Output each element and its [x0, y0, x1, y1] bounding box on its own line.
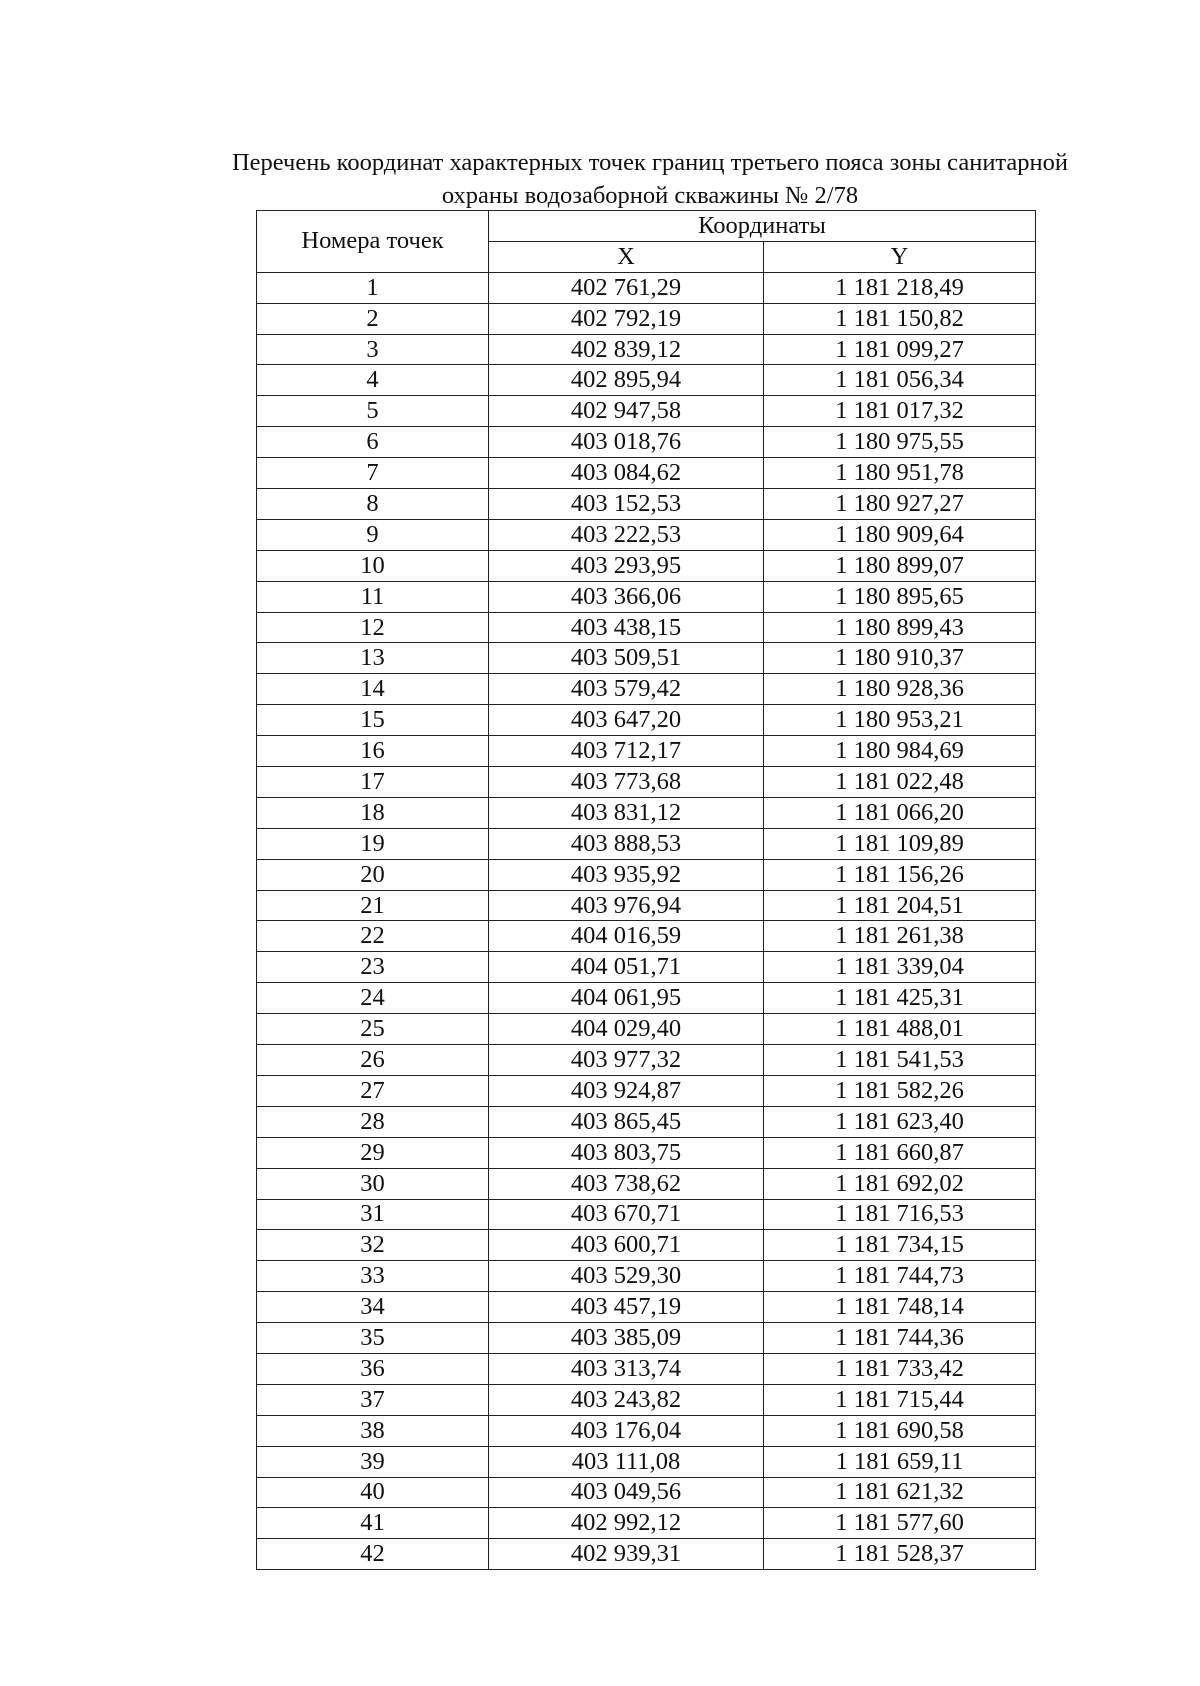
y-coordinate-cell: 1 181 261,38 [764, 921, 1036, 952]
y-coordinate-cell: 1 181 582,26 [764, 1075, 1036, 1106]
y-coordinate-cell: 1 181 099,27 [764, 334, 1036, 365]
y-coordinate-cell: 1 180 953,21 [764, 705, 1036, 736]
x-coordinate-cell: 403 509,51 [489, 643, 764, 674]
point-number-cell: 2 [257, 303, 489, 334]
point-number-cell: 30 [257, 1168, 489, 1199]
point-number-cell: 23 [257, 952, 489, 983]
table-row [257, 303, 1036, 334]
point-number-cell: 31 [257, 1199, 489, 1230]
x-coordinate-cell: 402 792,19 [489, 303, 764, 334]
x-coordinate-cell: 402 761,29 [489, 272, 764, 303]
y-coordinate-cell: 1 180 984,69 [764, 736, 1036, 767]
y-coordinate-cell: 1 181 621,32 [764, 1477, 1036, 1508]
table-row [257, 1137, 1036, 1168]
y-coordinate-cell: 1 180 895,65 [764, 581, 1036, 612]
table-row [257, 1415, 1036, 1446]
point-number-cell: 13 [257, 643, 489, 674]
table-row [257, 797, 1036, 828]
y-coordinate-cell: 1 181 623,40 [764, 1106, 1036, 1137]
point-number-cell: 42 [257, 1539, 489, 1570]
page-title-line-2: охраны водозаборной скважины № 2/78 [441, 182, 859, 209]
x-coordinate-cell: 403 924,87 [489, 1075, 764, 1106]
point-number-cell: 15 [257, 705, 489, 736]
table-row [257, 489, 1036, 520]
point-number-cell: 9 [257, 519, 489, 550]
point-number-cell: 29 [257, 1137, 489, 1168]
point-number-cell: 4 [257, 365, 489, 396]
coordinates-table [256, 210, 1036, 1570]
x-coordinate-cell: 403 600,71 [489, 1230, 764, 1261]
x-coordinate-cell: 403 935,92 [489, 859, 764, 890]
table-row [257, 1045, 1036, 1076]
x-coordinate-cell: 403 647,20 [489, 705, 764, 736]
point-number-cell: 12 [257, 612, 489, 643]
point-number-cell: 1 [257, 272, 489, 303]
x-coordinate-cell: 403 385,09 [489, 1323, 764, 1354]
point-number-cell: 33 [257, 1261, 489, 1292]
y-coordinate-cell: 1 181 744,73 [764, 1261, 1036, 1292]
table-row [257, 1477, 1036, 1508]
point-number-cell: 3 [257, 334, 489, 365]
table-row [257, 272, 1036, 303]
table-row [257, 1446, 1036, 1477]
y-coordinate-cell: 1 181 056,34 [764, 365, 1036, 396]
x-coordinate-cell: 402 839,12 [489, 334, 764, 365]
x-coordinate-cell: 403 670,71 [489, 1199, 764, 1230]
table-row [257, 427, 1036, 458]
point-number-cell: 5 [257, 396, 489, 427]
table-row [257, 1199, 1036, 1230]
point-number-cell: 34 [257, 1292, 489, 1323]
x-coordinate-cell: 403 293,95 [489, 550, 764, 581]
table-row [257, 1230, 1036, 1261]
table-row [257, 1508, 1036, 1539]
header-row-1 [257, 211, 1036, 242]
x-coordinate-cell: 403 243,82 [489, 1384, 764, 1415]
table-row [257, 550, 1036, 581]
x-coordinate-cell: 403 773,68 [489, 767, 764, 798]
table-row [257, 1014, 1036, 1045]
x-coordinate-cell: 403 111,08 [489, 1446, 764, 1477]
point-number-cell: 14 [257, 674, 489, 705]
point-number-cell: 41 [257, 1508, 489, 1539]
table-row [257, 736, 1036, 767]
x-coordinate-cell: 403 977,32 [489, 1045, 764, 1076]
x-coordinate-cell: 402 947,58 [489, 396, 764, 427]
x-coordinate-cell: 403 222,53 [489, 519, 764, 550]
y-coordinate-cell: 1 181 425,31 [764, 983, 1036, 1014]
y-coordinate-cell: 1 181 066,20 [764, 797, 1036, 828]
table-row [257, 643, 1036, 674]
y-coordinate-cell: 1 181 715,44 [764, 1384, 1036, 1415]
table-row [257, 921, 1036, 952]
y-coordinate-cell: 1 181 017,32 [764, 396, 1036, 427]
column-header-coordinates: Координаты [489, 211, 1036, 242]
y-coordinate-cell: 1 181 660,87 [764, 1137, 1036, 1168]
point-number-cell: 21 [257, 890, 489, 921]
x-coordinate-cell: 404 051,71 [489, 952, 764, 983]
table-row [257, 952, 1036, 983]
point-number-cell: 22 [257, 921, 489, 952]
table-row [257, 859, 1036, 890]
table-row [257, 365, 1036, 396]
x-coordinate-cell: 403 831,12 [489, 797, 764, 828]
y-coordinate-cell: 1 181 692,02 [764, 1168, 1036, 1199]
y-coordinate-cell: 1 181 204,51 [764, 890, 1036, 921]
y-coordinate-cell: 1 180 951,78 [764, 458, 1036, 489]
table-row [257, 1539, 1036, 1570]
y-coordinate-cell: 1 181 690,58 [764, 1415, 1036, 1446]
y-coordinate-cell: 1 180 928,36 [764, 674, 1036, 705]
point-number-cell: 20 [257, 859, 489, 890]
point-number-cell: 11 [257, 581, 489, 612]
y-coordinate-cell: 1 181 528,37 [764, 1539, 1036, 1570]
table-row [257, 581, 1036, 612]
x-coordinate-cell: 403 579,42 [489, 674, 764, 705]
x-coordinate-cell: 403 976,94 [489, 890, 764, 921]
point-number-cell: 40 [257, 1477, 489, 1508]
y-coordinate-cell: 1 181 150,82 [764, 303, 1036, 334]
point-number-cell: 8 [257, 489, 489, 520]
table-row [257, 1261, 1036, 1292]
y-coordinate-cell: 1 180 899,07 [764, 550, 1036, 581]
point-number-cell: 38 [257, 1415, 489, 1446]
table-row [257, 396, 1036, 427]
x-coordinate-cell: 403 084,62 [489, 458, 764, 489]
point-number-cell: 24 [257, 983, 489, 1014]
x-coordinate-cell: 403 152,53 [489, 489, 764, 520]
x-coordinate-cell: 402 895,94 [489, 365, 764, 396]
x-coordinate-cell: 403 738,62 [489, 1168, 764, 1199]
column-header-y: Y [764, 241, 1036, 272]
y-coordinate-cell: 1 181 744,36 [764, 1323, 1036, 1354]
table-row [257, 828, 1036, 859]
table-body [257, 272, 1036, 1569]
point-number-cell: 36 [257, 1353, 489, 1384]
table-row [257, 1168, 1036, 1199]
point-number-cell: 35 [257, 1323, 489, 1354]
table-row [257, 1353, 1036, 1384]
table-row [257, 612, 1036, 643]
x-coordinate-cell: 404 016,59 [489, 921, 764, 952]
point-number-cell: 28 [257, 1106, 489, 1137]
x-coordinate-cell: 403 438,15 [489, 612, 764, 643]
x-coordinate-cell: 402 992,12 [489, 1508, 764, 1539]
x-coordinate-cell: 403 457,19 [489, 1292, 764, 1323]
table-row [257, 890, 1036, 921]
table-header [257, 211, 1036, 273]
y-coordinate-cell: 1 180 899,43 [764, 612, 1036, 643]
table-row [257, 767, 1036, 798]
y-coordinate-cell: 1 180 975,55 [764, 427, 1036, 458]
y-coordinate-cell: 1 181 748,14 [764, 1292, 1036, 1323]
table-row [257, 674, 1036, 705]
table-row [257, 519, 1036, 550]
x-coordinate-cell: 403 888,53 [489, 828, 764, 859]
x-coordinate-cell: 403 176,04 [489, 1415, 764, 1446]
y-coordinate-cell: 1 181 109,89 [764, 828, 1036, 859]
x-coordinate-cell: 404 029,40 [489, 1014, 764, 1045]
x-coordinate-cell: 403 018,76 [489, 427, 764, 458]
y-coordinate-cell: 1 181 577,60 [764, 1508, 1036, 1539]
point-number-cell: 17 [257, 767, 489, 798]
table-row [257, 983, 1036, 1014]
point-number-cell: 6 [257, 427, 489, 458]
x-coordinate-cell: 403 803,75 [489, 1137, 764, 1168]
table-row [257, 705, 1036, 736]
y-coordinate-cell: 1 181 022,48 [764, 767, 1036, 798]
y-coordinate-cell: 1 181 488,01 [764, 1014, 1036, 1045]
table-row [257, 1323, 1036, 1354]
table-row [257, 1292, 1036, 1323]
y-coordinate-cell: 1 181 541,53 [764, 1045, 1036, 1076]
column-header-x: X [489, 241, 764, 272]
y-coordinate-cell: 1 181 716,53 [764, 1199, 1036, 1230]
point-number-cell: 25 [257, 1014, 489, 1045]
x-coordinate-cell: 402 939,31 [489, 1539, 764, 1570]
point-number-cell: 37 [257, 1384, 489, 1415]
point-number-cell: 18 [257, 797, 489, 828]
table-row [257, 1106, 1036, 1137]
table-row [257, 334, 1036, 365]
point-number-cell: 7 [257, 458, 489, 489]
y-coordinate-cell: 1 180 927,27 [764, 489, 1036, 520]
point-number-cell: 27 [257, 1075, 489, 1106]
y-coordinate-cell: 1 181 659,11 [764, 1446, 1036, 1477]
x-coordinate-cell: 404 061,95 [489, 983, 764, 1014]
x-coordinate-cell: 403 313,74 [489, 1353, 764, 1384]
column-header-points: Номера точек [257, 211, 489, 273]
x-coordinate-cell: 403 529,30 [489, 1261, 764, 1292]
x-coordinate-cell: 403 865,45 [489, 1106, 764, 1137]
point-number-cell: 10 [257, 550, 489, 581]
page-title [150, 146, 1150, 212]
point-number-cell: 19 [257, 828, 489, 859]
y-coordinate-cell: 1 181 339,04 [764, 952, 1036, 983]
x-coordinate-cell: 403 049,56 [489, 1477, 764, 1508]
y-coordinate-cell: 1 181 218,49 [764, 272, 1036, 303]
y-coordinate-cell: 1 181 734,15 [764, 1230, 1036, 1261]
point-number-cell: 32 [257, 1230, 489, 1261]
x-coordinate-cell: 403 366,06 [489, 581, 764, 612]
point-number-cell: 39 [257, 1446, 489, 1477]
page-title-line-1: Перечень координат характерных точек границ третьего пояса зоны санитарной [231, 149, 1069, 176]
y-coordinate-cell: 1 181 156,26 [764, 859, 1036, 890]
y-coordinate-cell: 1 180 909,64 [764, 519, 1036, 550]
point-number-cell: 26 [257, 1045, 489, 1076]
point-number-cell: 16 [257, 736, 489, 767]
table-row [257, 1075, 1036, 1106]
y-coordinate-cell: 1 180 910,37 [764, 643, 1036, 674]
table-row [257, 1384, 1036, 1415]
y-coordinate-cell: 1 181 733,42 [764, 1353, 1036, 1384]
x-coordinate-cell: 403 712,17 [489, 736, 764, 767]
table-row [257, 458, 1036, 489]
